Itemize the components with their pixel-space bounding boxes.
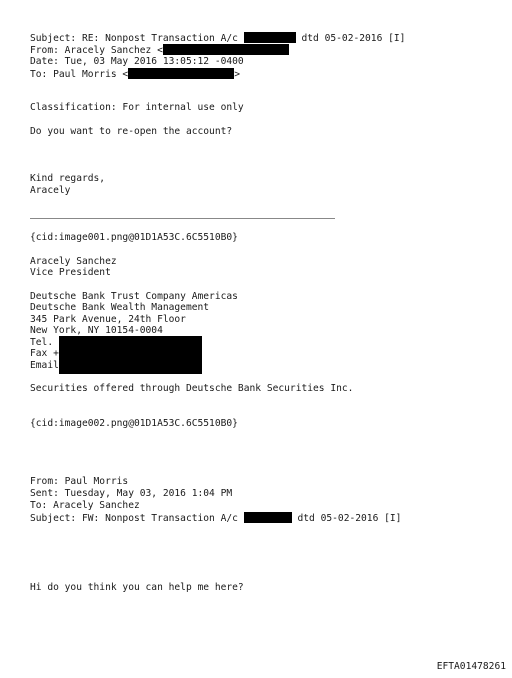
signature-email-label: Email xyxy=(30,360,59,371)
to-prefix: To: Paul Morris < xyxy=(30,69,129,80)
to-suffix: > xyxy=(234,69,240,80)
signature-divider xyxy=(30,218,335,219)
redaction-bar xyxy=(128,68,234,79)
fwd-sent-line: Sent: Tuesday, May 03, 2016 1:04 PM xyxy=(30,488,233,499)
signature-name: Aracely Sanchez xyxy=(30,256,117,267)
redaction-bar xyxy=(244,512,292,523)
fwd-subject-prefix: Subject: FW: Nonpost Transaction A/c xyxy=(30,513,244,524)
question-text: Do you want to re-open the account? xyxy=(30,126,233,137)
embedded-image-ref-1: {cid:image001.png@01D1A53C.6C5510B0} xyxy=(30,232,238,243)
signature-tel-label: Tel. xyxy=(30,337,54,348)
sender-first-name: Aracely xyxy=(30,185,71,196)
redaction-bar xyxy=(244,32,296,43)
email-to-line xyxy=(30,68,240,81)
subject-suffix: dtd 05-02-2016 [I] xyxy=(295,33,406,44)
signature-address-1: 345 Park Avenue, 24th Floor xyxy=(30,314,186,325)
fwd-message-text: Hi do you think you can help me here? xyxy=(30,582,244,593)
document-id: EFTA01478261 xyxy=(436,661,506,672)
fwd-from-line: From: Paul Morris xyxy=(30,476,129,487)
signature-title: Vice President xyxy=(30,267,111,278)
signature-division: Deutsche Bank Wealth Management xyxy=(30,302,210,313)
email-date-line: Date: Tue, 03 May 2016 13:05:12 -0400 xyxy=(30,56,244,67)
signature-fax-label: Fax + xyxy=(30,348,59,359)
signature-address-2: New York, NY 10154-0004 xyxy=(30,325,163,336)
redaction-bar xyxy=(163,44,289,55)
fwd-subject-line xyxy=(30,512,401,525)
subject-prefix: Subject: RE: Nonpost Transaction A/c xyxy=(30,33,244,44)
fwd-to-line: To: Aracely Sanchez xyxy=(30,500,140,511)
embedded-image-ref-2: {cid:image002.png@01D1A53C.6C5510B0} xyxy=(30,418,238,429)
securities-disclaimer: Securities offered through Deutsche Bank Securities Inc. xyxy=(30,383,354,394)
contact-redaction-block xyxy=(59,336,202,374)
signature-company: Deutsche Bank Trust Company Americas xyxy=(30,291,238,302)
classification-text: Classification: For internal use only xyxy=(30,102,244,113)
fwd-subject-suffix: dtd 05-02-2016 [I] xyxy=(291,513,402,524)
closing-text: Kind regards, xyxy=(30,173,106,184)
from-prefix: From: Aracely Sanchez < xyxy=(30,45,163,56)
